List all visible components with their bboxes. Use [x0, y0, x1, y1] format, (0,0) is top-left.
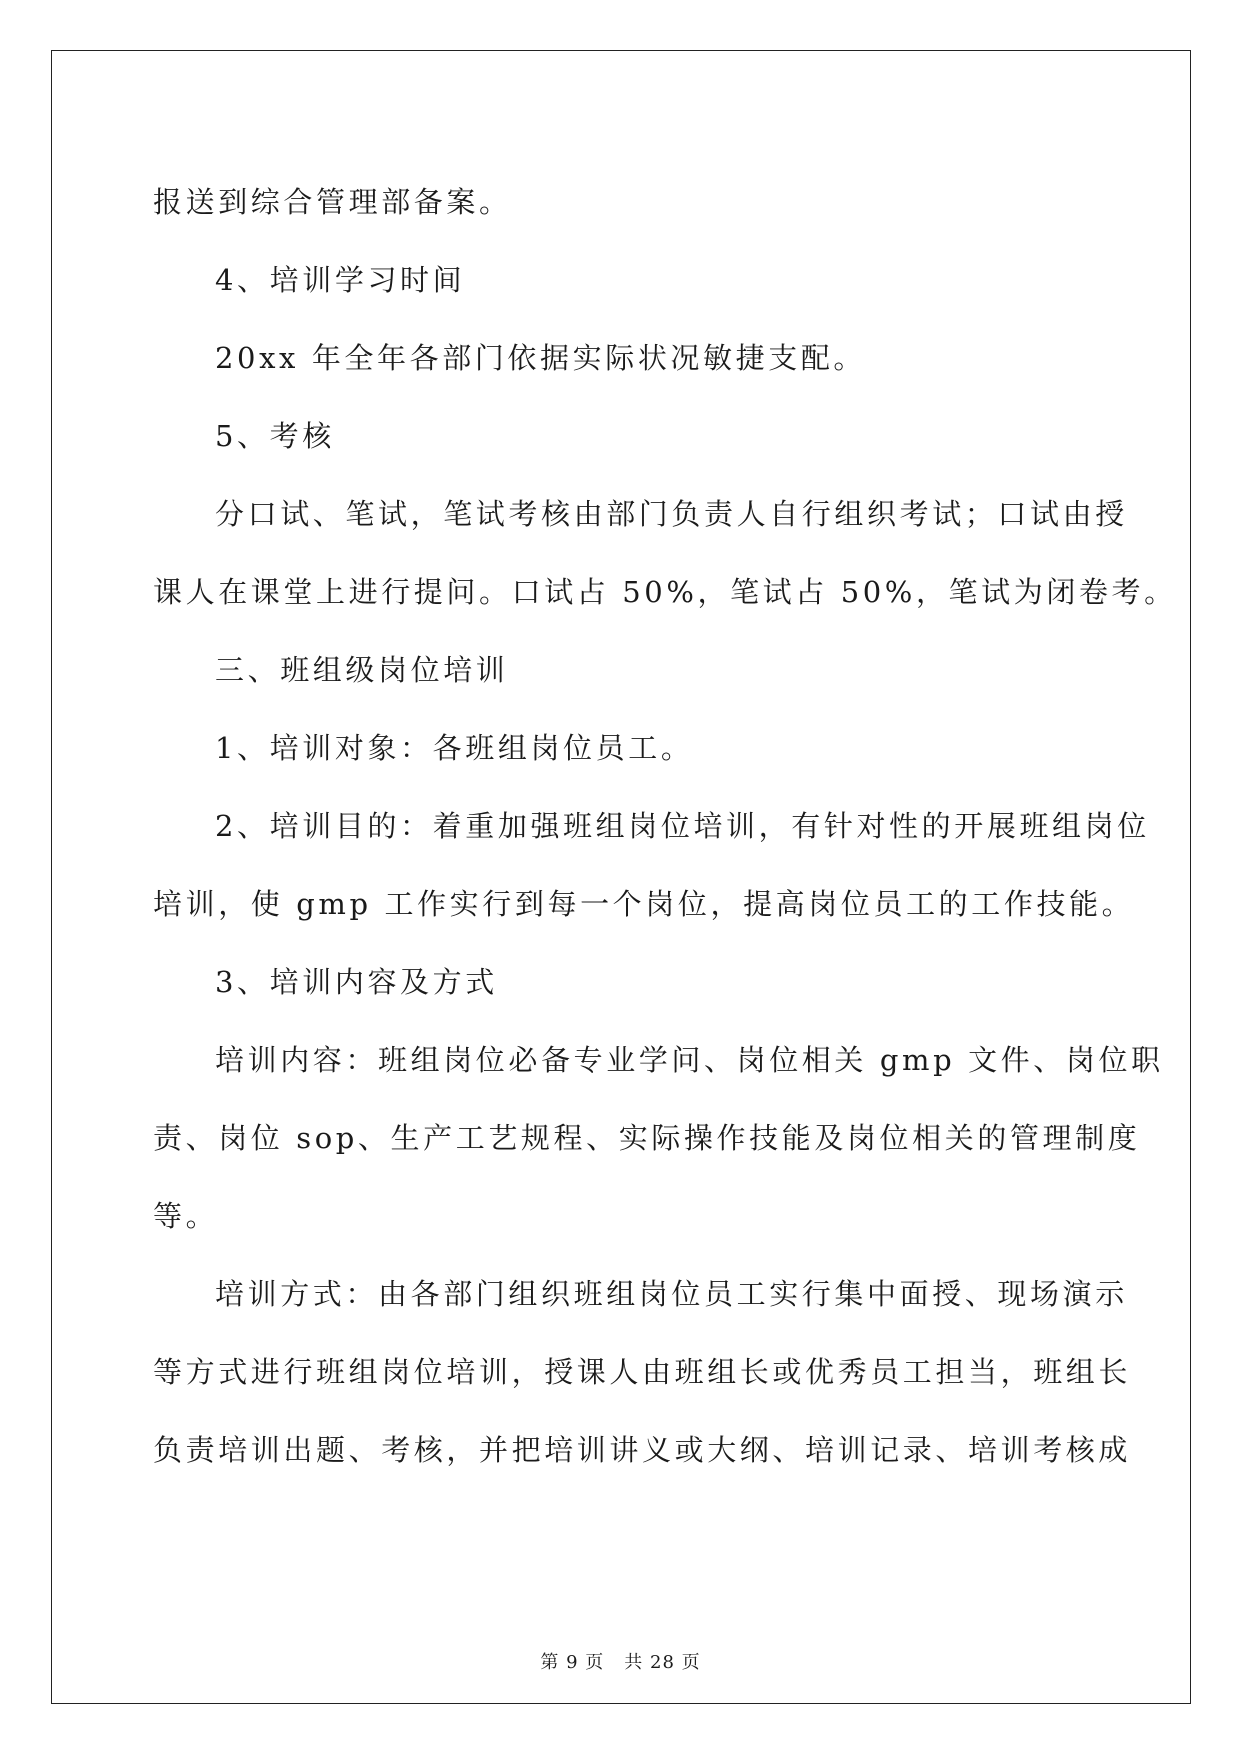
- heading-study-time: 4、培训学习时间: [215, 263, 466, 297]
- line-6: 课人在课堂上进行提问。口试占 50%，笔试占 50%，笔试为闭卷考。: [153, 575, 1177, 609]
- line-9: 2、培训目的：着重加强班组岗位培训，有针对性的开展班组岗位: [215, 809, 1150, 843]
- line-17: 负责培训出题、考核，并把培训讲义或大纲、培训记录、培训考核成: [153, 1433, 1132, 1467]
- line-16: 等方式进行班组岗位培训，授课人由班组长或优秀员工担当，班组长: [153, 1355, 1132, 1389]
- line-14: 等。: [153, 1199, 219, 1233]
- line-10: 培训，使 gmp 工作实行到每一个岗位，提高岗位员工的工作技能。: [153, 887, 1135, 921]
- page-footer: [0, 1648, 1241, 1674]
- section-heading-team-training: 三、班组级岗位培训: [215, 653, 509, 687]
- line-8: 1、培训对象：各班组岗位员工。: [215, 731, 694, 765]
- heading-content-method: 3、培训内容及方式: [215, 965, 498, 999]
- current-page-number: 第 9 页: [540, 1652, 605, 1673]
- document-body: [153, 163, 1177, 1489]
- line-1: 报送到综合管理部备案。: [153, 185, 512, 219]
- line-12: 培训内容：班组岗位必备专业学问、岗位相关 gmp 文件、岗位职: [215, 1043, 1164, 1077]
- total-page-count: 共 28 页: [624, 1652, 701, 1673]
- line-5: 分口试、笔试，笔试考核由部门负责人自行组织考试；口试由授: [215, 497, 1128, 531]
- line-13: 责、岗位 sop、生产工艺规程、实际操作技能及岗位相关的管理制度: [153, 1121, 1141, 1155]
- line-15: 培训方式：由各部门组织班组岗位员工实行集中面授、现场演示: [215, 1277, 1128, 1311]
- line-3: 20xx 年全年各部门依据实际状况敏捷支配。: [215, 341, 867, 375]
- heading-assessment: 5、考核: [215, 419, 335, 453]
